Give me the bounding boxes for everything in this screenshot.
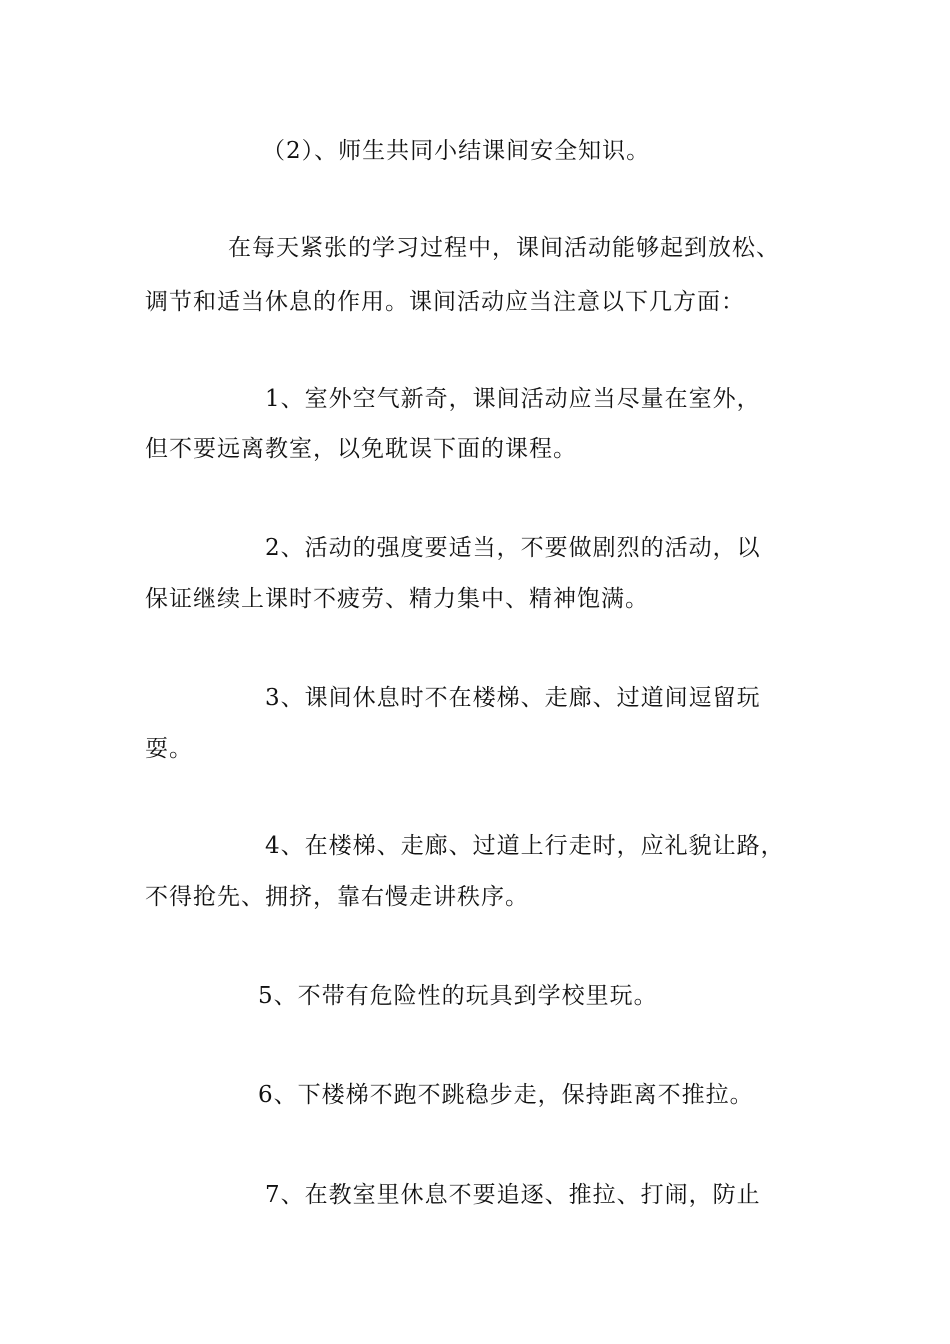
paragraph-5-line-1: 3、课间休息时不在楼梯、走廊、过道间逗留玩 (265, 685, 761, 711)
paragraph-7-line-1: 5、不带有危险性的玩具到学校里玩。 (258, 983, 658, 1009)
paragraph-3-line-2: 但不要远离教室，以免耽误下面的课程。 (145, 436, 577, 462)
paragraph-1-line-1: （2）、师生共同小结课间安全知识。 (262, 138, 651, 164)
paragraph-3-line-1: 1、室外空气新奇，课间活动应当尽量在室外， (265, 386, 761, 412)
paragraph-2-line-2: 调节和适当休息的作用。课间活动应当注意以下几方面： (145, 289, 745, 315)
paragraph-4-line-1: 2、活动的强度要适当，不要做剧烈的活动，以 (265, 535, 761, 561)
paragraph-2-line-1: 在每天紧张的学习过程中，课间活动能够起到放松、 (228, 235, 780, 261)
paragraph-9-line-1: 7、在教室里休息不要追逐、推拉、打闹，防止 (265, 1182, 761, 1208)
paragraph-8-line-1: 6、下楼梯不跑不跳稳步走，保持距离不推拉。 (258, 1082, 754, 1108)
paragraph-4-line-2: 保证继续上课时不疲劳、精力集中、精神饱满。 (145, 586, 649, 612)
paragraph-6-line-2: 不得抢先、拥挤，靠右慢走讲秩序。 (145, 884, 529, 910)
paragraph-6-line-1: 4、在楼梯、走廊、过道上行走时，应礼貌让路， (265, 833, 785, 859)
paragraph-5-line-2: 耍。 (145, 736, 193, 762)
